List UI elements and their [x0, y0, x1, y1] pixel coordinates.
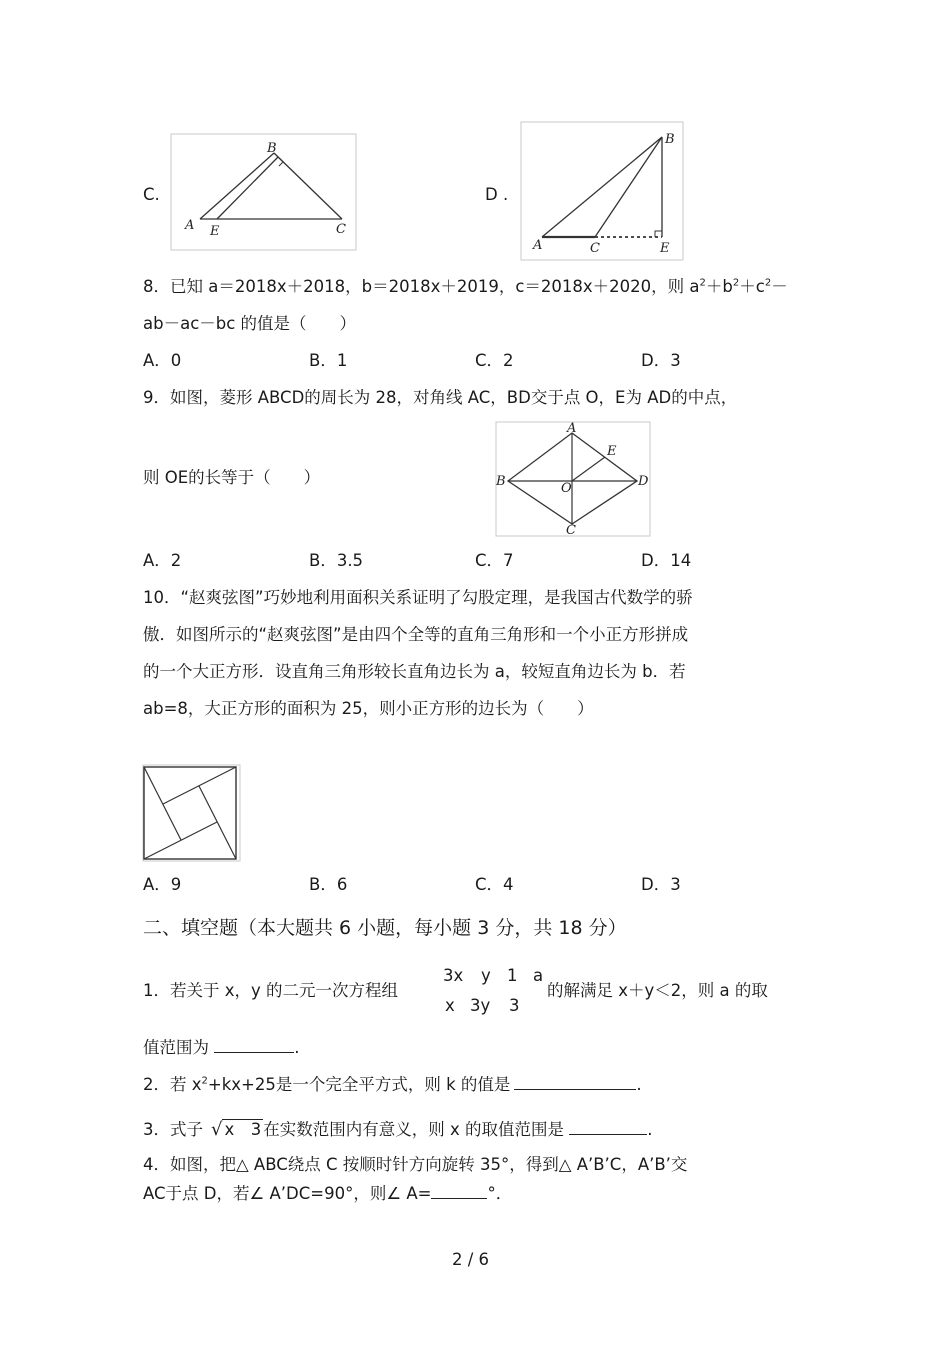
q10-zhao-shuang-figure: [142, 764, 242, 862]
f1-system-row2-b: 3y: [470, 996, 491, 1015]
fig-c-label-c: C: [336, 222, 346, 237]
q9-option-a: A．2: [143, 551, 182, 570]
f1-system-row1-a: 3x: [443, 966, 464, 985]
q8-option-d: D．3: [641, 351, 681, 370]
q9-line1: 9．如图，菱形 ABCD的周长为 28，对角线 AC，BD交于点 O，E为 AD的中点，: [143, 388, 738, 407]
f4-answer-blank[interactable]: [431, 1182, 487, 1199]
q7-figure-c: [170, 133, 358, 251]
q9-option-d: D．14: [641, 551, 692, 570]
f1-system-row1-c: 1: [507, 966, 518, 985]
f1-prefix: 1．若关于 x，y 的二元一次方程组: [143, 981, 399, 1000]
fig9-label-d: D: [638, 474, 649, 489]
q10-option-c: C．4: [475, 875, 514, 894]
f2-answer-blank[interactable]: [514, 1073, 636, 1090]
q10-line1: 10．“赵爽弦图”巧妙地利用面积关系证明了勾股定理，是我国古代数学的骄: [143, 588, 693, 607]
fig-c-label-a: A: [185, 218, 195, 233]
sqrt-symbol: √ x 3: [211, 1119, 262, 1140]
f1-system-row1-d: a: [533, 966, 544, 985]
f4-line2: AC于点 D，若∠ A’DC=90°，则∠ A= °．: [143, 1184, 513, 1203]
fig-d-label-a: A: [533, 238, 543, 253]
f1-system-row1-b: y: [481, 966, 491, 985]
f1-suffix: 的解满足 x＋y＜2，则 a 的取: [547, 981, 768, 1000]
f1-system-row2-a: x: [445, 996, 455, 1015]
q7-option-c-label: C.: [143, 185, 160, 204]
fig9-label-e: E: [607, 444, 617, 459]
q10-option-d: D．3: [641, 875, 681, 894]
f3-line: 3．式子 √ x 3 在实数范围内有意义，则 x 的取值范围是 .: [143, 1119, 653, 1140]
fig9-label-b: B: [496, 474, 506, 489]
q7-figure-d: [520, 121, 684, 261]
fig9-label-c: C: [566, 523, 576, 537]
q9-option-b: B．3.5: [309, 551, 364, 570]
fig-d-label-c: C: [590, 241, 600, 256]
q10-line2: 傲．如图所示的“赵爽弦图”是由四个全等的直角三角形和一个小正方形拼成: [143, 625, 689, 644]
section-2-heading: 二、填空题（本大题共 6 小题，每小题 3 分，共 18 分）: [143, 917, 627, 939]
q8-line1: 8．已知 a＝2018x＋2018，b＝2018x＋2019，c＝2018x＋2020，则 $a^2+b^2+c^2-$: [143, 277, 788, 296]
q8-line2: ab－ac－bc 的值是（ ）: [143, 314, 357, 333]
f3-answer-blank[interactable]: [569, 1118, 647, 1135]
q10-option-a: A．9: [143, 875, 182, 894]
fig9-label-a: A: [567, 421, 577, 436]
fig-d-label-e: E: [660, 241, 670, 256]
f2-line: 2．若 $x^2+kx+25$是一个完全平方式，则 k 的值是 .: [143, 1075, 642, 1094]
f1-system-row2-c: 3: [509, 996, 520, 1015]
f1-answer-blank[interactable]: [214, 1036, 294, 1053]
q10-line3: 的一个大正方形．设直角三角形较长直角边长为 a，较短直角边长为 b．若: [143, 662, 686, 681]
fig9-label-o: O: [561, 481, 572, 496]
f1-line2: 值范围为 .: [143, 1038, 300, 1057]
fig-c-label-e: E: [210, 224, 220, 239]
fig-c-label-b: B: [267, 141, 277, 156]
q8-option-b: B．1: [309, 351, 348, 370]
q9-rhombus-figure: [495, 421, 651, 537]
q9-option-c: C．7: [475, 551, 514, 570]
q7-option-d-label: D .: [485, 185, 509, 204]
q8-option-c: C．2: [475, 351, 514, 370]
page-number: 2 / 6: [452, 1250, 490, 1269]
fig-d-label-b: B: [665, 132, 675, 147]
q9-line2: 则 OE的长等于（ ）: [143, 468, 321, 487]
q10-line4: ab=8，大正方形的面积为 25，则小正方形的边长为（ ）: [143, 699, 594, 718]
q8-option-a: A．0: [143, 351, 182, 370]
f4-line1: 4．如图，把△ ABC绕点 C 按顺时针方向旋转 35°，得到△ A’B’C，A’B’交: [143, 1155, 688, 1174]
q10-option-b: B．6: [309, 875, 348, 894]
